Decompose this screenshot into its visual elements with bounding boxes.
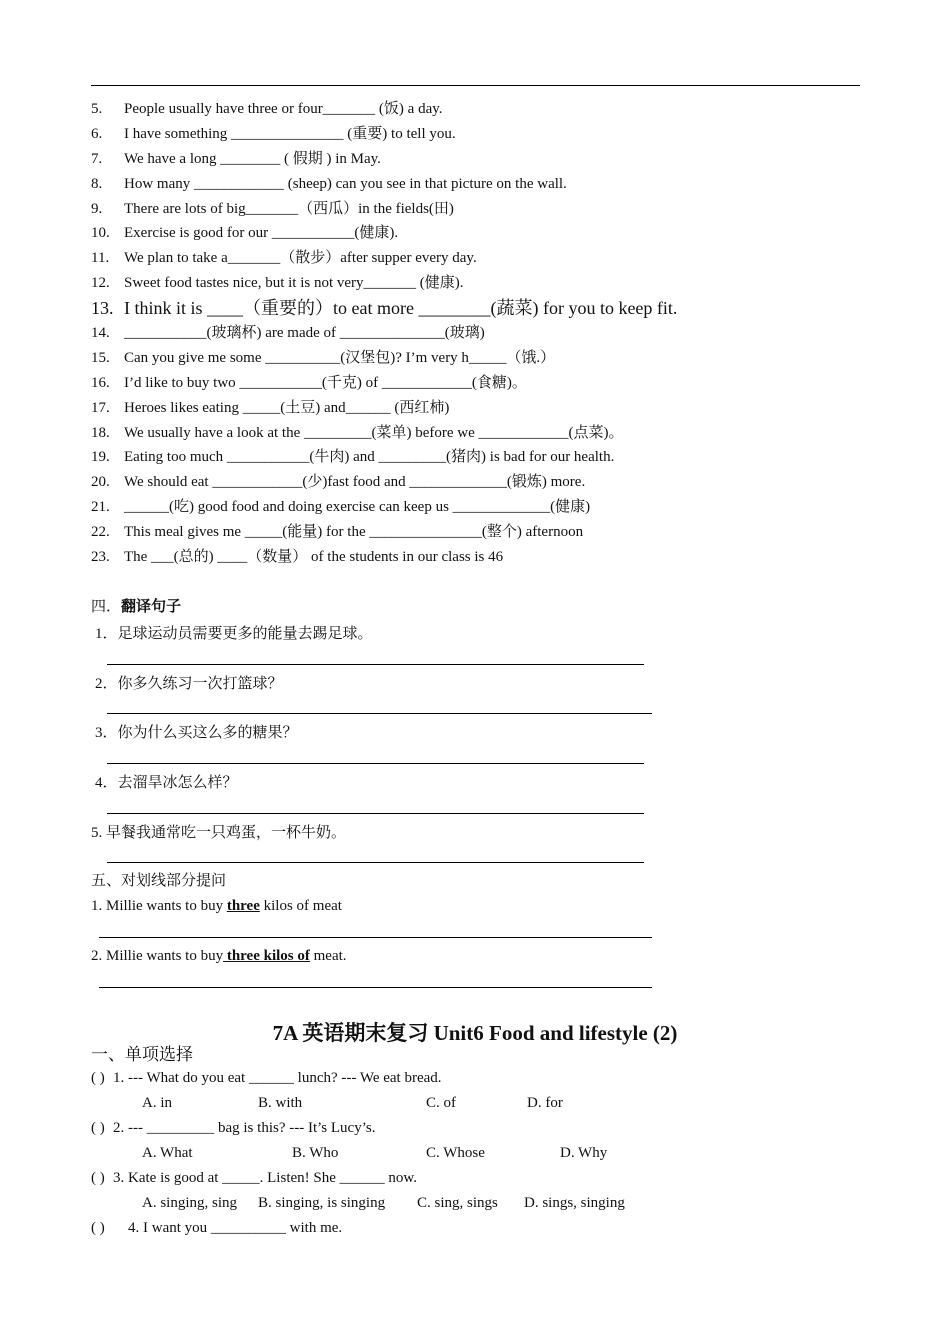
item-number: 19. xyxy=(91,449,110,466)
item-number: 16. xyxy=(91,374,110,391)
mc-question xyxy=(91,1070,442,1087)
fill-item xyxy=(91,371,871,396)
mc-option: B. Who xyxy=(292,1145,339,1161)
fill-item xyxy=(91,445,871,470)
item-number: 5. xyxy=(91,101,103,117)
unit-title: 7A 英语期末复习 Unit6 Food and lifestyle (2) xyxy=(272,1021,678,1045)
item-number: 15. xyxy=(91,349,110,366)
fill-item xyxy=(91,470,871,495)
item-number: 10. xyxy=(91,225,110,242)
fill-item xyxy=(91,396,871,421)
item-number: 8. xyxy=(91,175,103,192)
fill-item xyxy=(91,97,871,122)
translate-item: 4．去溜旱冰怎么样？ xyxy=(95,775,238,791)
mc-question-text: 4. I want you __________ with me. xyxy=(128,1220,343,1236)
fill-in-list xyxy=(91,97,871,570)
item-number: 23. xyxy=(91,549,110,566)
mc-option: C. sing, sings xyxy=(417,1195,498,1211)
answer-line[interactable] xyxy=(107,664,644,665)
item-text: I have something _______________ (重要) to tell you. xyxy=(124,125,456,142)
translate-item: 1．足球运动员需要更多的能量去踢足球。 xyxy=(95,626,373,642)
item-number: 11. xyxy=(91,250,110,267)
mc-option: A. What xyxy=(142,1145,193,1161)
fill-item xyxy=(91,246,871,271)
answer-paren[interactable]: ( ) xyxy=(91,1120,105,1136)
item-text: Can you give me some __________(汉堡包)? I’m very h_____（饿.） xyxy=(124,349,556,366)
item-text: We usually have a look at the _________(菜单) before we ____________(点菜)。 xyxy=(124,424,624,441)
item-text: ___________(玻璃杯) are made of ______________(玻璃) xyxy=(124,325,485,342)
fill-item xyxy=(91,271,871,296)
fill-item xyxy=(91,122,871,147)
answer-line[interactable] xyxy=(99,937,652,938)
fill-item xyxy=(91,197,871,222)
item-text: ______(吃) good food and doing exercise can keep us _____________(健康) xyxy=(124,499,591,516)
item-text: I think it is ____（重要的）to eat more ________(蔬菜) for you to keep fit. xyxy=(124,298,678,319)
fill-item xyxy=(91,495,871,520)
fill-item xyxy=(91,221,871,246)
mc-question-text: 2. --- _________ bag is this? --- It’s Lucy’s. xyxy=(113,1120,376,1136)
item-text: Eating too much ___________(牛肉) and _________(猪肉) is bad for our health. xyxy=(124,449,615,466)
answer-line[interactable] xyxy=(99,987,652,988)
item-text: The ___(总的) ____（数量） of the students in our class is 46 xyxy=(124,549,504,566)
item-text: Heroes likes eating _____(土豆) and______ (西红柿) xyxy=(124,399,450,416)
item-text: How many ____________ (sheep) can you see in that picture on the wall. xyxy=(124,175,567,192)
mc-option: C. of xyxy=(426,1095,456,1111)
item-number: 9. xyxy=(91,200,103,217)
item-number: 18. xyxy=(91,424,110,441)
translate-item: 3．你为什么买这么多的糖果？ xyxy=(95,725,298,741)
item-number: 20. xyxy=(91,474,110,491)
mc-option: D. sings, singing xyxy=(524,1195,625,1211)
mc-question-text: 3. Kate is good at _____. Listen! She ______ now. xyxy=(113,1170,417,1186)
answer-paren[interactable]: ( ) xyxy=(91,1070,105,1086)
mc-question xyxy=(91,1170,417,1187)
item-text: We should eat ____________(少)fast food and _____________(锻炼) more. xyxy=(124,474,586,491)
item-number: 6. xyxy=(91,125,103,142)
answer-paren[interactable]: ( ) xyxy=(91,1170,105,1186)
answer-line[interactable] xyxy=(107,813,644,814)
mc-question xyxy=(91,1120,375,1137)
mc-option: B. with xyxy=(258,1095,303,1111)
mc-option: D. Why xyxy=(560,1145,608,1161)
fill-item xyxy=(91,545,871,570)
underlined-part: three xyxy=(226,898,260,914)
header-rule xyxy=(91,85,860,86)
item-text: People usually have three or four_______ (饭) a day. xyxy=(124,101,443,117)
fill-item xyxy=(91,147,871,172)
question-item: 1. Millie wants to buy three kilos of meat xyxy=(91,898,342,914)
item-text: Sweet food tastes nice, but it is not very_______ (健康). xyxy=(124,275,464,292)
mc-option: C. Whose xyxy=(426,1145,485,1161)
fill-item xyxy=(91,172,871,197)
item-text: We have a long ________ ( 假期 ) in May. xyxy=(124,150,381,167)
mc-option: A. singing, sing xyxy=(142,1195,238,1211)
mc-heading: 一、单项选择 xyxy=(91,1045,193,1064)
item-number: 13. xyxy=(91,298,114,319)
fill-item xyxy=(91,296,871,321)
mc-option: D. for xyxy=(527,1095,563,1111)
item-text: Exercise is good for our ___________(健康). xyxy=(124,225,399,242)
fill-item xyxy=(91,421,871,446)
mc-question xyxy=(91,1220,342,1237)
item-text: I’d like to buy two ___________(千克) of ____________(食糖)。 xyxy=(124,374,527,391)
item-text: This meal gives me _____(能量) for the _______________(整个) afternoon xyxy=(124,524,584,541)
translate-heading-label: 翻译句子 xyxy=(121,599,182,615)
answer-line[interactable] xyxy=(107,862,644,863)
fill-item xyxy=(91,520,871,545)
mc-option: B. singing, is singing xyxy=(258,1195,386,1211)
item-number: 22. xyxy=(91,524,110,541)
item-number: 7. xyxy=(91,150,103,167)
translate-item: 2．你多久练习一次打篮球？ xyxy=(95,676,283,692)
item-text: There are lots of big_______（西瓜）in the fields(田) xyxy=(124,200,454,217)
question-heading: 五、对划线部分提问 xyxy=(91,873,227,889)
translate-heading: 四．翻译句子 xyxy=(91,599,182,615)
item-number: 21. xyxy=(91,499,110,516)
underlined-part: three kilos of xyxy=(223,948,310,964)
fill-item xyxy=(91,321,871,346)
mc-option: A. in xyxy=(142,1095,172,1111)
translate-item: 5. 早餐我通常吃一只鸡蛋，一杯牛奶。 xyxy=(91,825,347,841)
question-item: 2. Millie wants to buy three kilos of meat. xyxy=(91,948,347,964)
item-number: 12. xyxy=(91,275,110,292)
fill-item xyxy=(91,346,871,371)
mc-question-text: 1. --- What do you eat ______ lunch? --- We eat bread. xyxy=(113,1070,442,1086)
answer-line[interactable] xyxy=(107,763,644,764)
item-number: 17. xyxy=(91,399,110,416)
item-text: We plan to take a_______（散步）after supper every day. xyxy=(124,250,477,267)
answer-line[interactable] xyxy=(107,713,652,714)
answer-paren[interactable]: ( ) xyxy=(91,1220,105,1236)
item-number: 14. xyxy=(91,325,110,342)
